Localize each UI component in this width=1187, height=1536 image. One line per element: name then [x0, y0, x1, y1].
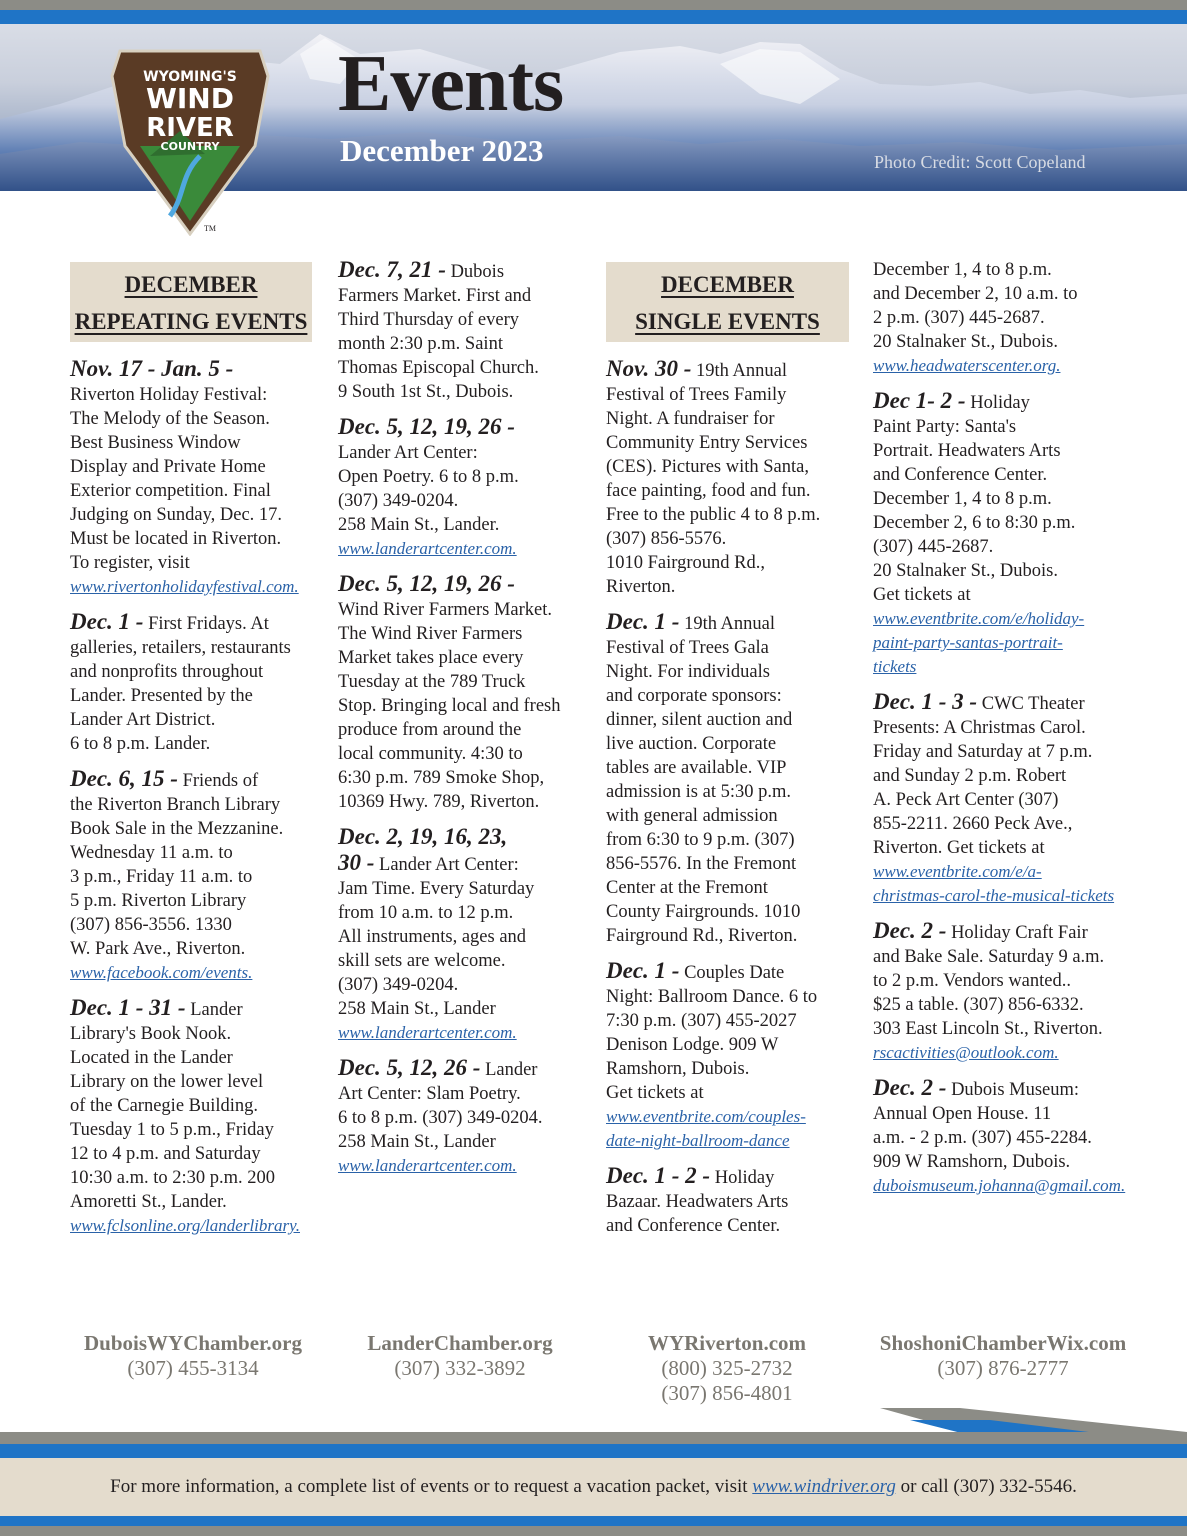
info-text-post: or call (307) 332-5546. — [895, 1476, 1077, 1497]
event-text: 19th Annual — [696, 361, 787, 381]
chamber-website[interactable]: LanderChamber.org — [367, 1331, 553, 1355]
event-text-line: Wind River Farmers Market. — [338, 600, 553, 620]
event-text-line: and nonprofits throughout — [70, 662, 264, 682]
chamber-phone: (307) 856-4801 — [661, 1381, 793, 1405]
event-text-line: and Sunday 2 p.m. Robert — [873, 766, 1067, 786]
bottom-border-blue — [0, 1516, 1187, 1526]
event-text-line: Lander Art Center: — [338, 443, 478, 463]
event-text-line: 1010 Fairground Rd., — [606, 553, 765, 573]
event-text-line: Night. For individuals — [606, 662, 770, 682]
event-item — [873, 919, 1123, 1065]
event-text-line: 258 Main St., Lander — [338, 1132, 496, 1152]
event-text-line: 856-5576. In the Fremont — [606, 854, 797, 874]
event-text-line: a.m. - 2 p.m. (307) 455-2284. — [873, 1128, 1092, 1148]
event-first-line — [873, 919, 1123, 945]
event-date: Dec. 1 - — [606, 958, 680, 983]
event-text-line: Community Entry Services — [606, 433, 808, 453]
section-heading-line: SINGLE EVENTS — [635, 309, 820, 334]
event-link[interactable]: www.landerartcenter.com. — [338, 1156, 517, 1175]
logo-text-wyomings: WYOMING'S — [143, 69, 237, 85]
logo-text-river: RIVER — [146, 113, 234, 143]
event-first-line — [70, 357, 325, 383]
event-first-line — [606, 610, 856, 636]
event-date: Dec. 6, 15 - — [70, 766, 178, 791]
event-date: Dec. 5, 12, 26 - — [338, 1055, 481, 1080]
event-text-line: 6 to 8 p.m. (307) 349-0204. — [338, 1108, 543, 1128]
windriver-link[interactable]: www.windriver.org — [752, 1476, 896, 1497]
event-text-line: admission is at 5:30 p.m. — [606, 782, 791, 802]
wind-river-country-logo — [110, 36, 270, 236]
chamber-contact — [587, 1331, 867, 1406]
event-text-line: and Conference Center. — [606, 1216, 781, 1236]
event-text-line: Festival of Trees Gala — [606, 638, 769, 658]
event-text-line: Exterior competition. Final — [70, 481, 271, 501]
info-bar — [0, 1458, 1187, 1516]
event-text-line: to 2 p.m. Vendors wanted.. — [873, 971, 1071, 991]
event-text-line: dinner, silent auction and — [606, 710, 793, 730]
chamber-contact — [320, 1331, 600, 1381]
event-text-line: local community. 4:30 to — [338, 744, 523, 764]
footer-border-blue — [0, 1444, 1187, 1458]
event-text-line: Lander Art District. — [70, 710, 216, 730]
event-link[interactable]: www.eventbrite.com/couples- — [606, 1107, 806, 1126]
event-text-line: Lander. Presented by the — [70, 686, 253, 706]
event-text-line: Art Center: Slam Poetry. — [338, 1084, 521, 1104]
event-text-line: Judging on Sunday, Dec. 17. — [70, 505, 283, 525]
event-item — [873, 1075, 1126, 1198]
event-item — [338, 825, 588, 1045]
event-text-line: December 1, 4 to 8 p.m. — [873, 260, 1052, 280]
event-text-line: The Melody of the Season. — [70, 409, 270, 429]
section-heading-line: DECEMBER — [661, 272, 794, 297]
column-repeating-events — [70, 258, 325, 1249]
event-item — [873, 690, 1123, 908]
top-border-gray — [0, 0, 1187, 10]
event-text-line: W. Park Ave., Riverton. — [70, 939, 246, 959]
event-text-line: A. Peck Art Center (307) — [873, 790, 1059, 810]
event-text: First Fridays. At — [148, 614, 269, 634]
event-link[interactable]: www.headwaterscenter.org. — [873, 356, 1061, 375]
event-text-line: the Riverton Branch Library — [70, 795, 281, 815]
event-text-line: Jam Time. Every Saturday — [338, 879, 535, 899]
event-text-line: and Conference Center. — [873, 465, 1048, 485]
event-text-line: (307) 349-0204. — [338, 491, 459, 511]
section-heading — [70, 262, 312, 342]
event-date-continued: 30 - — [338, 850, 375, 875]
event-text-line: (307) 856-5576. — [606, 529, 727, 549]
event-text: Holiday Craft Fair — [951, 923, 1088, 943]
event-text-line: Tuesday 1 to 5 p.m., Friday — [70, 1120, 274, 1140]
column-single-events — [606, 258, 856, 1249]
event-text-line: 20 Stalnaker St., Dubois. — [873, 332, 1058, 352]
section-heading-line: DECEMBER — [124, 272, 258, 297]
event-date: Dec. 2 - — [873, 1075, 947, 1100]
event-text-line: Riverton Holiday Festival: — [70, 385, 268, 405]
chamber-phone: (307) 876-2777 — [937, 1356, 1069, 1380]
event-text-line: Night. A fundraiser for — [606, 409, 775, 429]
event-item — [338, 572, 588, 814]
event-item — [70, 767, 325, 985]
event-text-line: Farmers Market. First and — [338, 286, 532, 306]
event-text-line: To register, visit — [70, 553, 190, 573]
event-text-line: Library's Book Nook. — [70, 1024, 232, 1044]
event-text-line: 9 South 1st St., Dubois. — [338, 382, 514, 402]
event-text-line: 258 Main St., Lander — [338, 999, 496, 1019]
event-text-line: 909 W Ramshorn, Dubois. — [873, 1152, 1071, 1172]
event-date: Nov. 30 - — [606, 356, 692, 381]
event-text: Dubois Museum: — [951, 1080, 1080, 1100]
event-text-line: Night: Ballroom Dance. 6 to — [606, 987, 818, 1007]
event-text-line: (CES). Pictures with Santa, — [606, 457, 809, 477]
event-date: Dec. 2, 19, 16, 23, — [338, 824, 508, 849]
trademark-mark: TM — [204, 224, 216, 233]
event-text-line: 10:30 a.m. to 2:30 p.m. 200 — [70, 1168, 276, 1188]
event-date: Dec. 1 - 3 - — [873, 689, 978, 714]
event-text-line: galleries, retailers, restaurants — [70, 638, 291, 658]
event-item — [606, 1164, 856, 1238]
event-text-line: 3 p.m., Friday 11 a.m. to — [70, 867, 253, 887]
event-continued — [873, 258, 1123, 378]
event-item — [70, 996, 325, 1238]
event-text-line: Amoretti St., Lander. — [70, 1192, 227, 1212]
event-item — [338, 258, 588, 404]
event-first-line — [338, 572, 588, 598]
event-link[interactable]: www.eventbrite.com/e/a- — [873, 862, 1042, 881]
event-text: Couples Date — [684, 963, 785, 983]
event-text-line: and Bake Sale. Saturday 9 a.m. — [873, 947, 1105, 967]
event-text-line: Presents: A Christmas Carol. — [873, 718, 1086, 738]
event-text-line: Denison Lodge. 909 W — [606, 1035, 779, 1055]
event-text-line: Market takes place every — [338, 648, 524, 668]
event-text-line: Best Business Window — [70, 433, 241, 453]
event-text-line: with general admission — [606, 806, 778, 826]
event-text: CWC Theater — [981, 694, 1085, 714]
event-text-line: 10369 Hwy. 789, Riverton. — [338, 792, 540, 812]
event-text-line: of the Carnegie Building. — [70, 1096, 259, 1116]
event-link[interactable]: date-night-ballroom-dance — [606, 1131, 790, 1150]
event-text-line: Fairground Rd., Riverton. — [606, 926, 798, 946]
event-text-line: Get tickets at — [873, 585, 971, 605]
event-text-line: tables are available. VIP — [606, 758, 787, 778]
event-link[interactable]: duboismuseum.johanna@gmail.com. — [873, 1176, 1126, 1195]
chamber-contact — [863, 1331, 1143, 1381]
event-item — [70, 610, 325, 756]
section-heading — [606, 262, 849, 342]
event-text-line: 7:30 p.m. (307) 455-2027 — [606, 1011, 797, 1031]
event-date: Dec. 1 - — [606, 609, 680, 634]
chamber-phone: (307) 455-3134 — [127, 1356, 259, 1380]
event-text-line: 5 p.m. Riverton Library — [70, 891, 247, 911]
event-text: 19th Annual — [684, 614, 776, 634]
event-link[interactable]: www.rivertonholidayfestival.com. — [70, 577, 299, 596]
event-item — [70, 357, 325, 599]
event-text-line: All instruments, ages and — [338, 927, 527, 947]
event-text: Friends of — [182, 771, 259, 791]
event-text-line: Thomas Episcopal Church. — [338, 358, 539, 378]
event-item — [606, 357, 856, 599]
event-date: Dec. 5, 12, 19, 26 - — [338, 571, 515, 596]
event-first-line — [70, 767, 325, 793]
event-first-line — [873, 389, 1123, 415]
event-text-line: 2 p.m. (307) 445-2687. — [873, 308, 1045, 328]
event-text-line: from 6:30 to 9 p.m. (307) — [606, 830, 795, 850]
event-text-line: and corporate sponsors: — [606, 686, 782, 706]
event-text-line: Paint Party: Santa's — [873, 417, 1017, 437]
section-heading-line: REPEATING EVENTS — [74, 309, 308, 334]
event-first-line — [338, 258, 588, 284]
event-text-line: skill sets are welcome. — [338, 951, 506, 971]
event-text-line: 303 East Lincoln St., Riverton. — [873, 1019, 1103, 1039]
photo-credit: Photo Credit: Scott Copeland — [874, 152, 1086, 172]
page-subtitle: December 2023 — [340, 133, 544, 168]
page-title: Events — [338, 40, 564, 128]
event-date: Dec. 1 - 31 - — [70, 995, 186, 1020]
event-text-line: and December 2, 10 a.m. to — [873, 284, 1078, 304]
event-text-line: Portrait. Headwaters Arts — [873, 441, 1061, 461]
event-link[interactable]: rscactivities@outlook.com. — [873, 1043, 1059, 1062]
event-date: Dec. 5, 12, 19, 26 - — [338, 414, 515, 439]
event-text-line: (307) 445-2687. — [873, 537, 994, 557]
event-link[interactable]: www.facebook.com/events. — [70, 963, 253, 982]
event-text-line: Friday and Saturday at 7 p.m. — [873, 742, 1093, 762]
event-date: Dec. 2 - — [873, 918, 947, 943]
event-date: Dec. 1 - — [70, 609, 144, 634]
event-text-line: (307) 349-0204. — [338, 975, 459, 995]
event-text-line: Ramshorn, Dubois. — [606, 1059, 750, 1079]
event-text-line: Free to the public 4 to 8 p.m. — [606, 505, 821, 525]
event-text-line: 20 Stalnaker St., Dubois. — [873, 561, 1058, 581]
event-item — [338, 1056, 588, 1178]
event-text-line: Center at the Fremont — [606, 878, 768, 898]
event-text-line: (307) 856-3556. 1330 — [70, 915, 232, 935]
footer-border-gray — [0, 1432, 1187, 1444]
bottom-border-gray — [0, 1526, 1187, 1536]
event-item — [873, 389, 1123, 679]
event-text-line: Open Poetry. 6 to 8 p.m. — [338, 467, 519, 487]
column-single-events-continued — [873, 258, 1126, 1209]
chamber-website[interactable]: DuboisWYChamber.org — [84, 1331, 302, 1355]
event-link[interactable]: www.landerartcenter.com. — [338, 539, 517, 558]
event-text-line: 6 to 8 p.m. Lander. — [70, 734, 211, 754]
event-first-line — [338, 1056, 588, 1082]
event-link[interactable]: www.fclsonline.org/landerlibrary. — [70, 1216, 300, 1235]
event-text-line: 258 Main St., Lander. — [338, 515, 500, 535]
event-text: Lander — [190, 1000, 243, 1020]
chamber-phone: (307) 332-3892 — [394, 1356, 526, 1380]
event-text-line: Wednesday 11 a.m. to — [70, 843, 233, 863]
event-text-line: Get tickets at — [606, 1083, 704, 1103]
chamber-phone: (800) 325-2732 — [661, 1356, 793, 1380]
event-text-line: month 2:30 p.m. Saint — [338, 334, 503, 354]
event-date: Dec 1- 2 - — [873, 388, 966, 413]
event-text-line: Riverton. Get tickets at — [873, 838, 1045, 858]
event-first-line — [606, 357, 856, 383]
event-link[interactable]: www.landerartcenter.com. — [338, 1023, 517, 1042]
event-text-line: 12 to 4 p.m. and Saturday — [70, 1144, 261, 1164]
event-item — [338, 415, 588, 561]
event-text: Holiday — [970, 393, 1030, 413]
event-text-line: Book Sale in the Mezzanine. — [70, 819, 284, 839]
event-date: Nov. 17 - Jan. 5 - — [70, 356, 234, 381]
event-text-line: Display and Private Home — [70, 457, 266, 477]
event-first-line — [873, 1076, 1123, 1102]
event-text-line: face painting, food and fun. — [606, 481, 811, 501]
event-first-line — [338, 825, 588, 851]
event-text-line: produce from around the — [338, 720, 522, 740]
top-border-blue — [0, 10, 1187, 24]
event-text: Lander — [485, 1060, 538, 1080]
event-text-line: Tuesday at the 789 Truck — [338, 672, 526, 692]
event-link[interactable]: paint-party-santas-portrait- — [873, 633, 1063, 652]
info-text-pre: For more information, a complete list of events or to request a vacation packet, visit — [110, 1476, 753, 1497]
event-text-line: December 2, 6 to 8:30 p.m. — [873, 513, 1076, 533]
event-first-line — [873, 690, 1123, 716]
event-first-line — [338, 415, 588, 441]
event-first-line — [70, 996, 325, 1022]
event-text-line: County Fairgrounds. 1010 — [606, 902, 801, 922]
event-text-line: Annual Open House. 11 — [873, 1104, 1052, 1124]
event-text-line: Riverton. — [606, 577, 676, 597]
chamber-website[interactable]: WYRiverton.com — [647, 1331, 807, 1355]
event-text-line: 855-2211. 2660 Peck Ave., — [873, 814, 1073, 834]
chamber-website[interactable]: ShoshoniChamberWix.com — [879, 1331, 1127, 1355]
event-first-line — [606, 1164, 856, 1190]
event-text-line: Library on the lower level — [70, 1072, 264, 1092]
event-text: Dubois — [450, 262, 505, 282]
event-text: Lander Art Center: — [379, 855, 519, 875]
event-date: Dec. 7, 21 - — [338, 257, 446, 282]
event-text-line: Located in the Lander — [70, 1048, 233, 1068]
event-link[interactable]: www.eventbrite.com/e/holiday- — [873, 609, 1085, 628]
event-text-line: Festival of Trees Family — [606, 385, 787, 405]
event-text-line: The Wind River Farmers — [338, 624, 523, 644]
event-text-line: Third Thursday of every — [338, 310, 520, 330]
event-date: Dec. 1 - 2 - — [606, 1163, 711, 1188]
event-text-line: Bazaar. Headwaters Arts — [606, 1192, 789, 1212]
chamber-contact — [53, 1331, 333, 1381]
event-first-line — [70, 610, 325, 636]
event-second-line — [338, 851, 588, 877]
event-link[interactable]: christmas-carol-the-musical-tickets — [873, 886, 1115, 905]
logo-text-country: COUNTRY — [160, 140, 220, 153]
logo-text-wind: WIND — [146, 82, 234, 115]
event-text-line: December 1, 4 to 8 p.m. — [873, 489, 1052, 509]
event-link[interactable]: tickets — [873, 657, 917, 676]
event-item — [606, 959, 856, 1153]
event-text: Holiday — [714, 1168, 775, 1188]
event-text-line: Stop. Bringing local and fresh — [338, 696, 561, 716]
event-text-line: Must be located in Riverton. — [70, 529, 282, 549]
column-repeating-events-continued — [338, 258, 588, 1189]
event-first-line — [606, 959, 856, 985]
event-text-line: from 10 a.m. to 12 p.m. — [338, 903, 514, 923]
event-text-line: 6:30 p.m. 789 Smoke Shop, — [338, 768, 545, 788]
event-item — [606, 610, 856, 948]
event-text-line: $25 a table. (307) 856-6332. — [873, 995, 1084, 1015]
event-text-line: live auction. Corporate — [606, 734, 777, 754]
